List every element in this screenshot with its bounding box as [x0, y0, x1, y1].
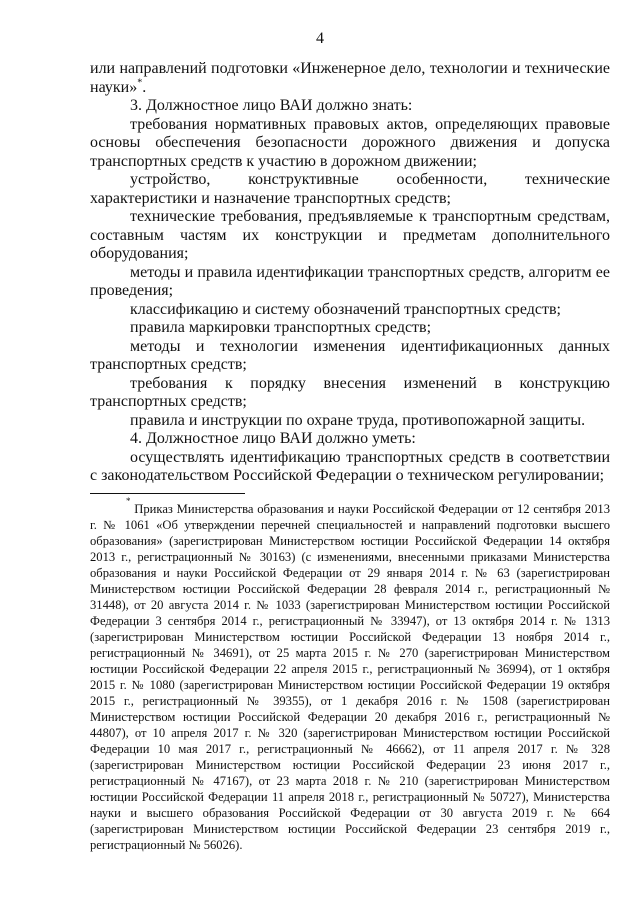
- footnote-text: Приказ Министерства образования и науки Российской Федерации от 12 сентября 2013 г. № 1061 «Об утверждении перечней специальностей и направлений подготовки высшего образования» (зарегистрирован Министерством юстиции Российской Федерации 14 октября 2013 г., регистрационный № 30163) (с изменениями, внесенными приказами Министерства образования и науки Российской Федерации от 29 января 2014 г. № 63 (зарегистрирован Министерством юстиции Российской Федерации 28 февраля 2014 г., регистрационный № 31448), от 20 августа 2014 г. № 1033 (зарегистрирован Министерством юстиции Российской Федерации 3 сентября 2014 г., регистрационный № 33947), от 13 октября 2014 г. № 1313 (зарегистрирован Министерством юстиции Российской Федерации 13 ноября 2014 г., регистрационный № 34691), от 25 марта 2015 г. № 270 (зарегистрирован Министерством юстиции Российской Федерации 22 апреля 2015 г., регистрационный № 36994), от 1 октября 2015 г. № 1080 (зарегистрирован Министерством юстиции Российской Федерации 19 октября 2015 г., регистрационный № 39355), от 1 декабря 2016 г. № 1508 (зарегистрирован Министерством юстиции Российской Федерации 20 декабря 2016 г., регистрационный № 44807), от 10 апреля 2017 г. № 320 (зарегистрирован Министерством юстиции Российской Федерации 10 мая 2017 г., регистрационный № 46662), от 11 апреля 2017 г. № 328 (зарегистрирован Министерством юстиции Российской Федерации 23 июня 2017 г., регистрационный № 47167), от 23 марта 2018 г. № 210 (зарегистрирован Министерством юстиции Российской Федерации 11 апреля 2018 г., регистрационный № 50727), Министерства науки и высшего образования Российской Федерации от 30 августа 2019 г. № 664 (зарегистрирован Министерством юстиции Российской Федерации 23 сентября 2019 г., регистрационный № 56026).: [90, 502, 610, 852]
- list-item: методы и технологии изменения идентификационных данных транспортных средств;: [90, 337, 610, 373]
- section-4-heading: 4. Должностное лицо ВАИ должно уметь:: [130, 430, 416, 447]
- list-item: методы и правила идентификации транспортных средств, алгоритм ее проведения;: [90, 263, 610, 299]
- footnote: [90, 496, 610, 853]
- list-item: устройство, конструктивные особенности, технические характеристики и назначение транспортных средств;: [90, 171, 610, 207]
- paragraph-continuation: [90, 60, 610, 97]
- paragraph-text: или направлений подготовки «Инженерное дело, технологии и технические науки»: [90, 60, 610, 96]
- list-item: правила и инструкции по охране труда, противопожарной защиты.: [130, 411, 586, 429]
- list-item: требования к порядку внесения изменений в конструкцию транспортных средств;: [90, 374, 610, 410]
- list-item: осуществлять идентификацию транспортных средств в соответствии с законодательством Российской Федерации о техническом регулировании;: [90, 448, 610, 484]
- list-item: технические требования, предъявляемые к транспортным средствам, составным частям их конструкции и предметам дополнительного оборудования;: [90, 208, 610, 262]
- main-text: [90, 60, 610, 486]
- footnote-mark: *: [126, 496, 131, 506]
- section-3-heading: 3. Должностное лицо ВАИ должно знать:: [130, 97, 413, 114]
- footnote-reference: *: [137, 77, 143, 89]
- paragraph-tail: .: [142, 78, 147, 96]
- page-number: 4: [316, 30, 324, 47]
- footnote-divider: [90, 493, 245, 494]
- list-item: правила маркировки транспортных средств;: [130, 319, 432, 336]
- list-item: классификацию и систему обозначений транспортных средств;: [130, 300, 561, 318]
- list-item: требования нормативных правовых актов, определяющих правовые основы обеспечения безопасности дорожного движения и допуска транспортных средств к участию в дорожном движении;: [90, 115, 610, 170]
